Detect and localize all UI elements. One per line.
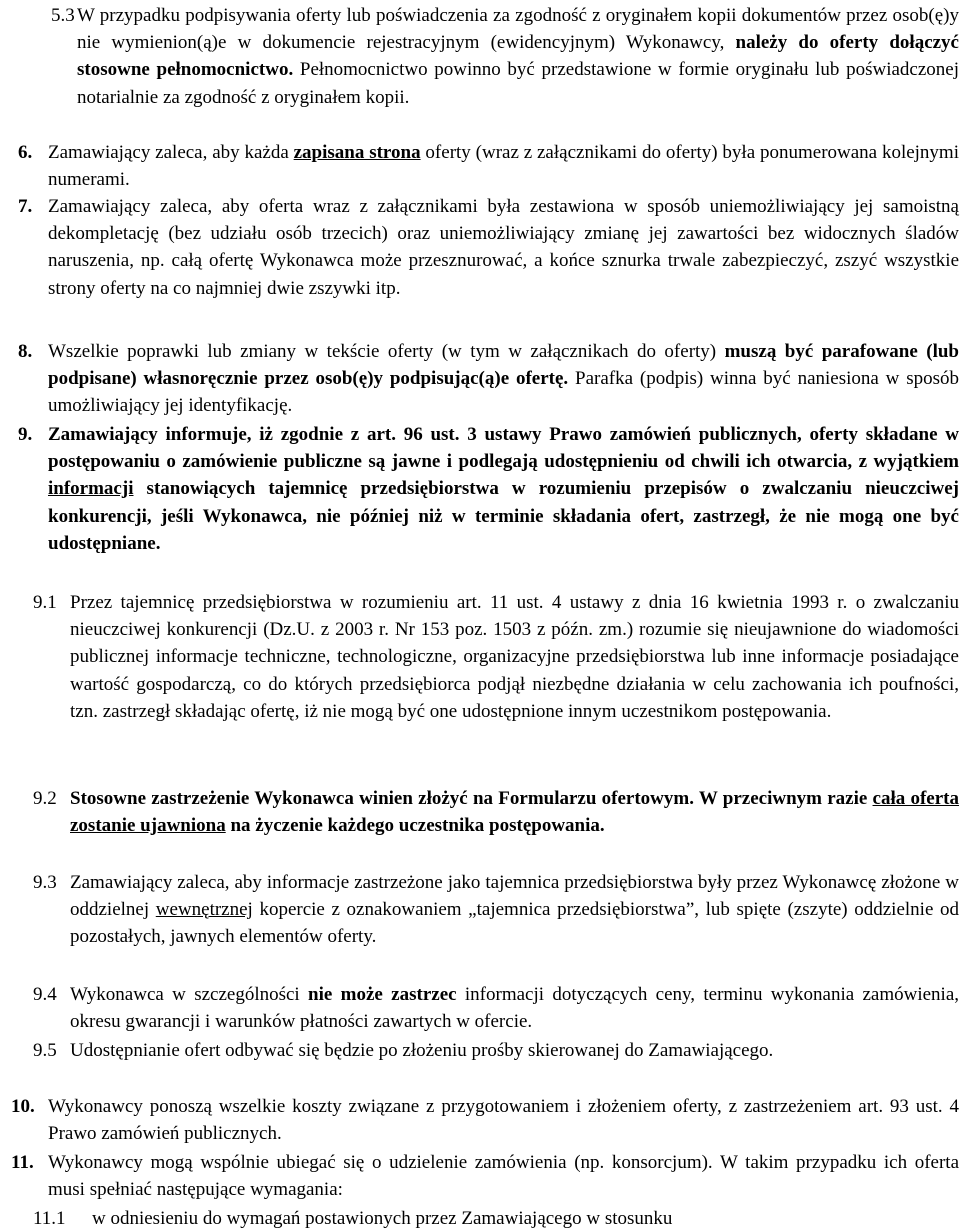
item-text: [48, 1093, 959, 1147]
text-run-bold: stanowiących tajemnicę przedsiębiorstwa w rozumieniu przepisów o zwalczaniu nieuczciwej konkurencji, jeśli Wykonawca, nie później niż w terminie składania ofert, zastrzegł, że nie mogą one być udostępniane.: [48, 478, 959, 554]
text-run-bold: muszą być parafowane (lub podpisane) własnoręcznie przez osob(ę)y podpisując(ą)e ofertę.: [48, 341, 959, 390]
text-run: Pełnomocnictwo powinno być przedstawione w formie oryginału lub poświadczonej notarialnie za zgodność z oryginałem kopii.: [77, 59, 959, 108]
paragraph-6: [18, 139, 959, 193]
text-run-bold-underline: zapisana strona: [293, 142, 421, 163]
item-text: [92, 1205, 959, 1232]
text-run: informacji dotyczących ceny, terminu wykonania zamówienia, okresu gwarancji i warunków płatności zawartych w ofercie.: [70, 984, 960, 1033]
item-text: [70, 981, 959, 1035]
item-number: 7.: [18, 196, 33, 217]
paragraph-5-3: [51, 2, 959, 111]
text-run-bold: należy do oferty dołączyć stosowne pełnomocnictwo.: [77, 32, 959, 81]
text-run: Wykonawcy ponoszą wszelkie koszty związane z przygotowaniem i złożeniem oferty, z zastrzeżeniem art. 93 ust. 4 Prawo zamówień publicznych.: [48, 1096, 959, 1145]
item-text: [48, 193, 959, 302]
paragraph-9-5: [33, 1037, 959, 1064]
text-run: Przez tajemnicę przedsiębiorstwa w rozumieniu art. 11 ust. 4 ustawy z dnia 16 kwietnia 1993 r. o zwalczaniu nieuczciwej konkurencji (Dz.U. z 2003 r. Nr 153 poz. 1503 z późn. zm.) rozumie się nieujawnione do wiadomości publicznej informacje techniczne, technologiczne, organizacyjne przedsiębiorstwa lub inne informacje posiadające wartość gospodarczą, co do których przedsiębiorca podjął niezbędne działania w celu zachowania ich poufności, tzn. zastrzegł składając ofertę, iż nie mogą być one udostępnione innym uczestnikom postępowania.: [70, 592, 959, 722]
paragraph-11-1: [33, 1205, 959, 1232]
item-number: 6.: [18, 142, 33, 163]
item-number: 9.3: [33, 872, 57, 893]
item-text: [70, 785, 959, 839]
item-number: 9.: [18, 424, 33, 445]
text-run: Wykonawca w szczególności: [70, 984, 309, 1005]
item-text: [70, 589, 959, 725]
item-number: 8.: [18, 341, 33, 362]
text-run: Wszelkie poprawki lub zmiany w tekście oferty (w tym w załącznikach do oferty): [48, 341, 725, 362]
text-run: Zamawiający zaleca, aby informacje zastrzeżone jako tajemnica przedsiębiorstwa były przez Wykonawcę złożone w oddzielnej: [70, 872, 959, 921]
item-text: [48, 421, 959, 557]
paragraph-9-1: [33, 589, 959, 725]
item-text: [70, 1037, 959, 1064]
item-number: 9.4: [33, 984, 57, 1005]
paragraph-9-3: [33, 869, 959, 951]
text-run-bold-underline: cała oferta zostanie ujawniona: [70, 788, 960, 837]
text-run-bold-underline: informacji: [48, 478, 134, 500]
item-number: 9.5: [33, 1040, 57, 1061]
text-run: Zamawiający zaleca, aby każda: [48, 142, 294, 163]
item-number: 9.2: [33, 788, 57, 809]
text-run-bold: Stosowne zastrzeżenie Wykonawca winien złożyć na Formularzu ofertowym. W przeciwnym razie: [70, 788, 873, 809]
item-number: 11.1: [33, 1208, 66, 1229]
text-run-underline: wewnętrznej: [155, 899, 253, 921]
text-run: W przypadku podpisywania oferty lub poświadczenia za zgodność z oryginałem kopii dokumentów przez osob(ę)y nie wymienion(ą)e w dokumencie rejestracyjnym (ewidencyjnym) Wykonawcy,: [77, 5, 959, 54]
item-text: [48, 338, 959, 420]
text-run: w odniesieniu do wymagań postawionych przez Zamawiającego w stosunku: [92, 1208, 673, 1229]
item-number: 5.3: [51, 5, 75, 26]
paragraph-8: [18, 338, 959, 420]
paragraph-9-2: [33, 785, 959, 839]
text-run-bold: na życzenie każdego uczestnika postępowania.: [225, 815, 605, 837]
item-text: [77, 2, 959, 111]
text-run: Wykonawcy mogą wspólnie ubiegać się o udzielenie zamówienia (np. konsorcjum). W takim przypadku ich oferta musi spełniać następujące wymagania:: [48, 1152, 959, 1201]
item-text: [48, 1149, 959, 1203]
text-run-bold: Zamawiający informuje, iż zgodnie z art. 96 ust. 3 ustawy Prawo zamówień publicznych, oferty składane w postępowaniu o zamówienie publiczne są jawne i podlegają udostępnieniu od chwili ich otwarcia, z wyjątkiem: [48, 424, 959, 473]
paragraph-9: [18, 421, 959, 557]
text-run: Udostępnianie ofert odbywać się będzie po złożeniu prośby skierowanej do Zamawiającego.: [70, 1040, 774, 1061]
paragraph-9-4: [33, 981, 959, 1035]
paragraph-10: [11, 1093, 959, 1147]
item-number: 10.: [11, 1096, 35, 1117]
item-number: 11.: [11, 1152, 34, 1173]
paragraph-7: [18, 193, 959, 302]
item-number: 9.1: [33, 592, 57, 613]
paragraph-11: [11, 1149, 959, 1203]
text-run: Parafka (podpis) winna być naniesiona w sposób umożliwiający jej identyfikację.: [48, 368, 959, 417]
text-run: oferty (wraz z załącznikami do oferty) była ponumerowana kolejnymi numerami.: [48, 142, 959, 191]
item-text: [48, 139, 959, 193]
item-text: [70, 869, 959, 951]
text-run: kopercie z oznakowaniem „tajemnica przedsiębiorstwa”, lub spięte (zszyte) oddzielnie od pozostałych, jawnych elementów oferty.: [70, 899, 959, 948]
text-run: Zamawiający zaleca, aby oferta wraz z załącznikami była zestawiona w sposób uniemożliwiający jej samoistną dekompletację (bez udziału osób trzecich) oraz uniemożliwiający zmianę jej zawartości bez widocznych śladów naruszenia, np. całą ofertę Wykonawca może przesznurować, a końce sznurka trwale zabezpieczyć, zszyć wszystkie strony oferty na co najmniej dwie zszywki itp.: [48, 196, 959, 299]
text-run-bold: nie może zastrzec: [308, 984, 457, 1005]
